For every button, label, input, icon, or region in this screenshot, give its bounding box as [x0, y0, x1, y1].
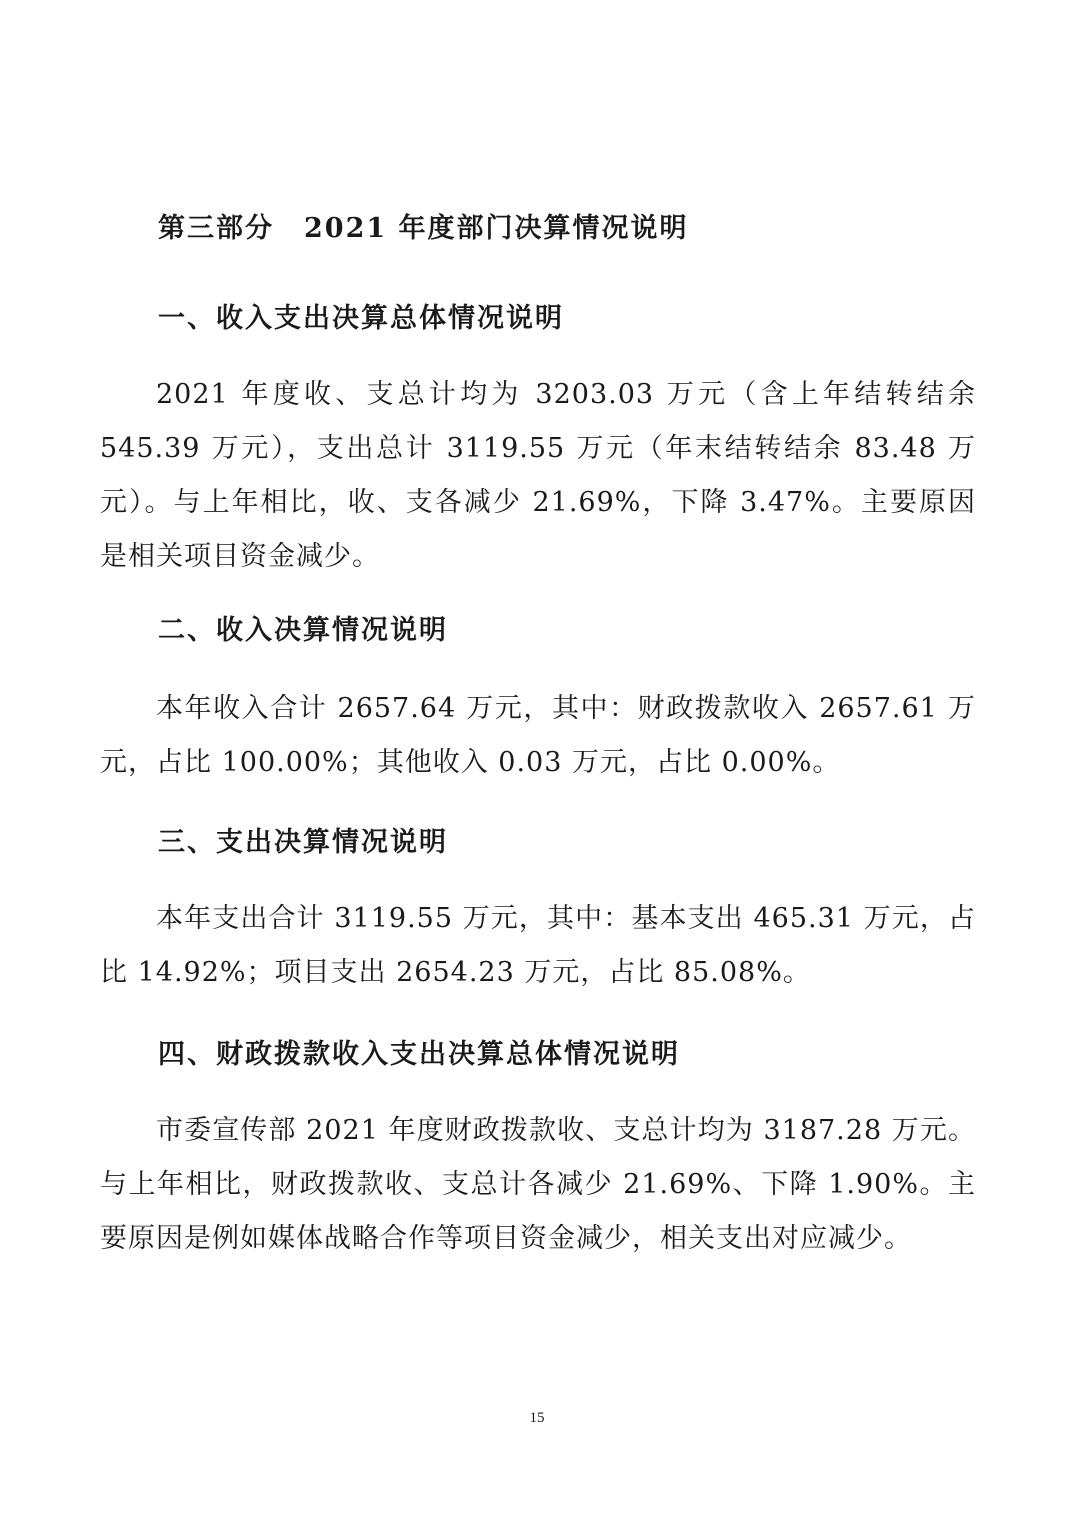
- section-body-4: 市委宣传部 2021 年度财政拨款收、支总计均为 3187.28 万元。与上年相比，财政拨款收、支总计各减少 21.69%、下降 1.90%。主要原因是例如媒体战略合作等项目资金减少，相关支出对应减少。: [100, 1115, 976, 1254]
- section-heading-2: 二、收入决算情况说明: [158, 615, 448, 646]
- part-label: 第三部分: [158, 213, 274, 244]
- section-heading-4: 四、财政拨款收入支出决算总体情况说明: [158, 1039, 680, 1070]
- section-body-2: 本年收入合计 2657.64 万元，其中：财政拨款收入 2657.61 万元，占比 100.00%；其他收入 0.03 万元，占比 0.00%。: [100, 693, 976, 778]
- part-heading: 2021 年度部门决算情况说明: [304, 213, 689, 244]
- page-number: 15: [529, 1410, 545, 1426]
- section-body-3: 本年支出合计 3119.55 万元，其中：基本支出 465.31 万元，占比 14.92%；项目支出 2654.23 万元，占比 85.08%。: [100, 903, 976, 988]
- section-heading-1: 一、收入支出决算总体情况说明: [158, 303, 564, 334]
- part-title: [158, 206, 689, 245]
- section-heading-3: 三、支出决算情况说明: [158, 827, 448, 858]
- section-body-1: 2021 年度收、支总计均为 3203.03 万元（含上年结转结余 545.39 万元），支出总计 3119.55 万元（年末结转结余 83.48 万元）。与上年相比，收、支各减少 21.69%，下降 3.47%。主要原因是相关项目资金减少。: [100, 379, 976, 572]
